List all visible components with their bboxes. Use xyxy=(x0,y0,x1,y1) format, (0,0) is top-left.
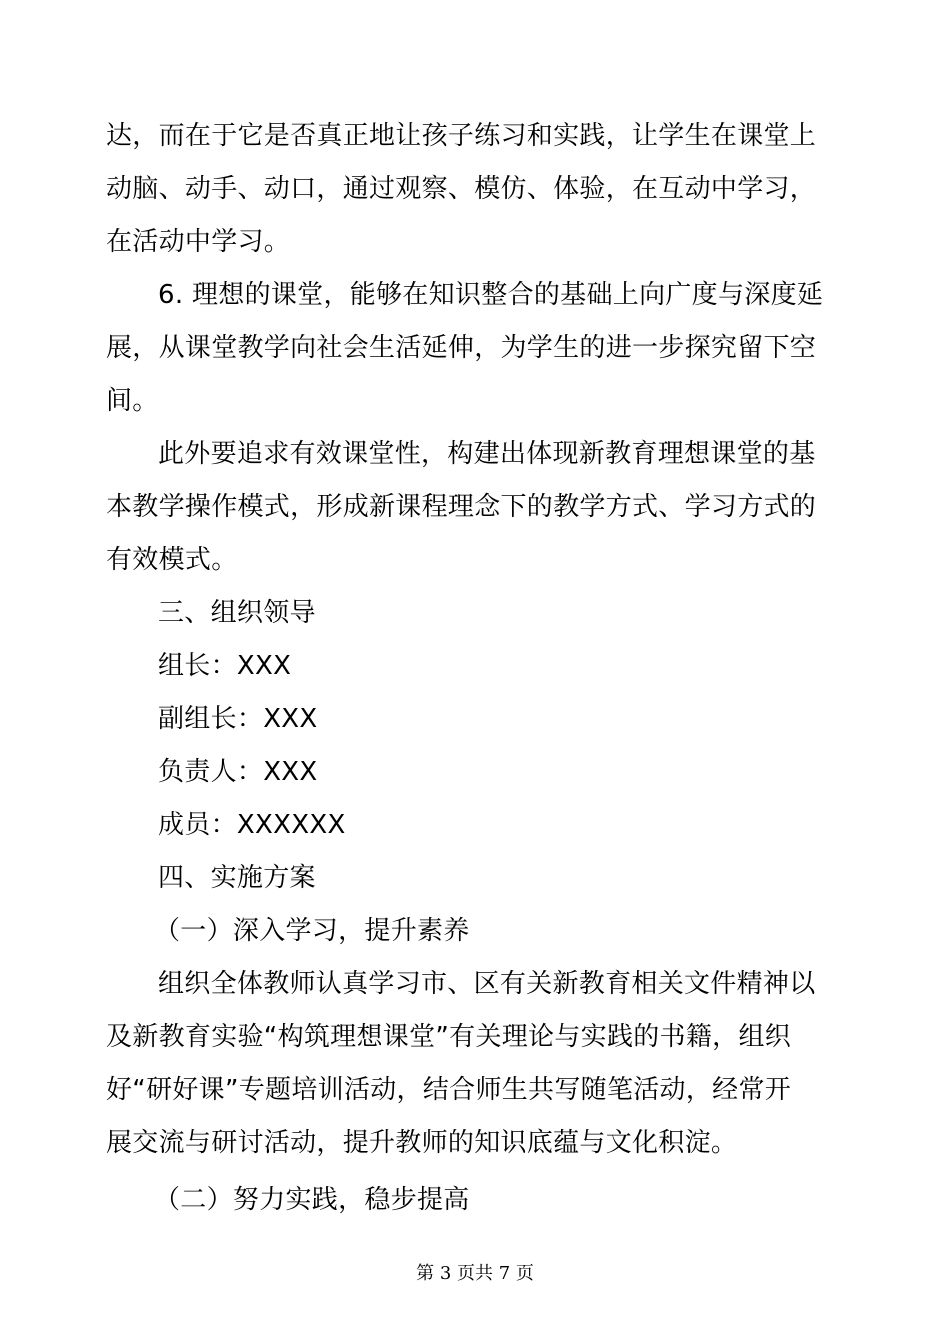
text-line: 动脑、动手、动口，通过观察、模仿、体验，在互动中学习， xyxy=(106,174,817,204)
document-body xyxy=(106,110,846,1227)
paragraph-study-details xyxy=(106,958,846,1170)
text-line: 6. 理想的课堂，能够在知识整合的基础上向广度与深度延 xyxy=(158,280,824,310)
text-line: 间。 xyxy=(106,386,159,416)
subsection-heading-study: （一）深入学习，提升素养 xyxy=(154,916,470,946)
members-line: 成员：XXXXXX xyxy=(158,810,346,840)
paragraph-effective-classroom xyxy=(106,428,846,587)
text-line: 组织全体教师认真学习市、区有关新教育相关文件精神以 xyxy=(158,969,816,999)
person-in-charge-line: 负责人：XXX xyxy=(158,757,318,787)
deputy-leader-line: 副组长：XXX xyxy=(158,704,318,734)
paragraph-item-6 xyxy=(106,269,846,428)
text-line: 展交流与研讨活动，提升教师的知识底蕴与文化积淀。 xyxy=(106,1128,738,1158)
text-line: 有效模式。 xyxy=(106,545,238,575)
text-line: 此外要追求有效课堂性，构建出体现新教育理想课堂的基 xyxy=(158,439,816,469)
text-line: 展，从课堂教学向社会生活延伸，为学生的进一步探究留下空 xyxy=(106,333,817,363)
leader-line: 组长：XXX xyxy=(158,651,292,681)
page-number-footer: 第 3 页共 7 页 xyxy=(416,1263,534,1284)
paragraph-continuation xyxy=(106,110,846,269)
text-line: 在活动中学习。 xyxy=(106,227,291,257)
section-heading-implementation: 四、实施方案 xyxy=(158,863,316,893)
text-line: 达，而在于它是否真正地让孩子练习和实践，让学生在课堂上 xyxy=(106,121,817,151)
text-line: 本教学操作模式，形成新课程理念下的教学方式、学习方式的 xyxy=(106,492,817,522)
section-heading-organization: 三、组织领导 xyxy=(158,598,316,628)
text-line: 好“研好课”专题培训活动，结合师生共写随笔活动，经常开 xyxy=(106,1075,792,1105)
subsection-heading-practice: （二）努力实践，稳步提高 xyxy=(154,1185,470,1215)
text-line: 及新教育实验“构筑理想课堂”有关理论与实践的书籍，组织 xyxy=(106,1022,792,1052)
